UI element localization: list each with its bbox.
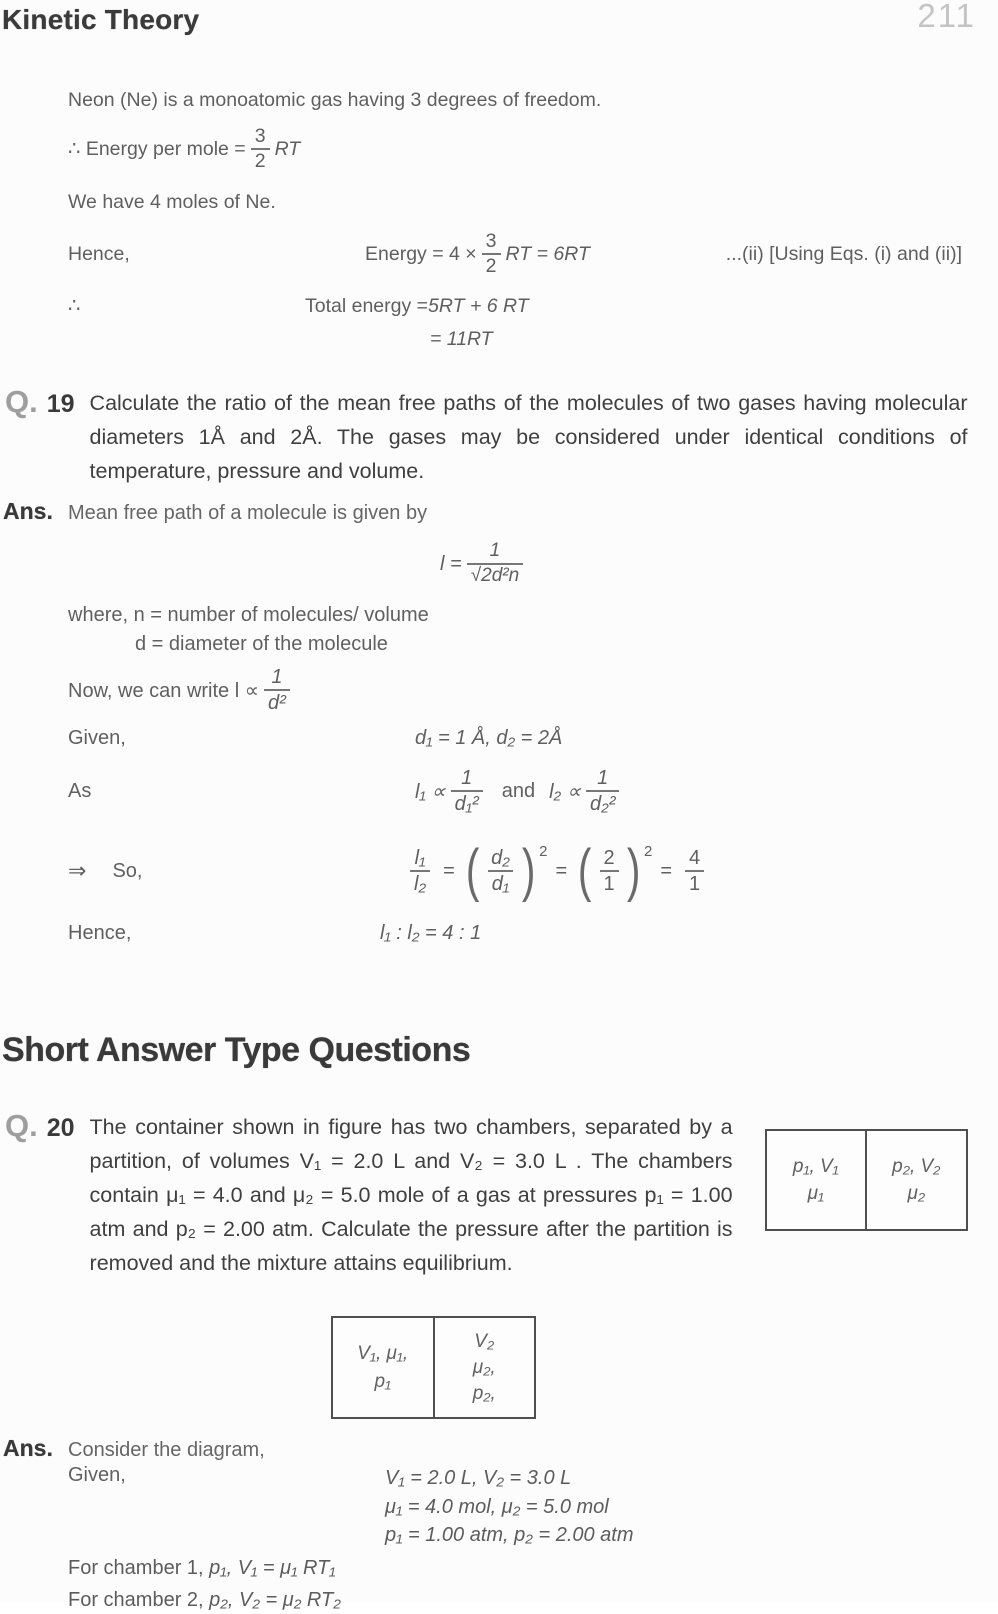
fraction-numerator: 2 bbox=[603, 847, 615, 869]
diameter-line: d = diameter of the molecule bbox=[135, 633, 388, 655]
fraction-three-halves bbox=[482, 230, 501, 279]
answer-label: Ans. bbox=[3, 498, 53, 524]
answer-19-intro: Mean free path of a molecule is given by bbox=[68, 502, 428, 524]
previous-answer-continuation bbox=[68, 86, 962, 354]
hence-row bbox=[68, 917, 980, 949]
one-over-d-squared bbox=[264, 665, 290, 715]
paren-d2-over-d1-squared bbox=[463, 838, 548, 904]
chamber-2-prefix: For chamber 2, bbox=[68, 1588, 210, 1611]
right-paren: ) bbox=[521, 838, 536, 904]
formula-lhs: l = bbox=[440, 552, 462, 575]
energy-per-mole-prefix: ∴ Energy per mole = bbox=[68, 138, 246, 160]
equals-sign: = bbox=[443, 859, 455, 882]
given-moles: μ₁ = 4.0 mol, μ₂ = 5.0 mol bbox=[385, 1495, 609, 1518]
question-label: Q. bbox=[5, 384, 38, 419]
implies-arrow-icon: ⇒ bbox=[68, 858, 87, 883]
fraction-denominator: d₁² bbox=[451, 790, 483, 816]
equals-sign: = bbox=[555, 859, 568, 882]
chamber-2-label-line: V₂ bbox=[474, 1330, 495, 1352]
page-number: 211 bbox=[917, 0, 976, 34]
hence-energy-row bbox=[68, 222, 962, 286]
l1-proportional: l₁ ∝ bbox=[415, 780, 446, 803]
question-19-section bbox=[0, 386, 980, 949]
sqrt-argument: 2 bbox=[481, 565, 492, 586]
mean-free-path-formula bbox=[68, 527, 980, 601]
fraction-denominator: 2 bbox=[482, 253, 501, 278]
so-label: So, bbox=[112, 859, 143, 882]
chamber-2-cell bbox=[435, 1318, 535, 1417]
intro-line: Neon (Ne) is a monoatomic gas having 3 degrees of freedom. bbox=[68, 89, 602, 111]
therefore-symbol: ∴ bbox=[68, 295, 81, 317]
chamber-2-equation bbox=[68, 1586, 980, 1614]
as-label: As bbox=[68, 779, 92, 802]
total-energy-row bbox=[68, 290, 962, 322]
fraction-numerator: 3 bbox=[254, 124, 266, 147]
chamber-1-label-line: μ₁ bbox=[807, 1183, 824, 1204]
fraction-numerator: 1 bbox=[489, 540, 501, 562]
fraction-numerator: l₁ bbox=[414, 847, 426, 869]
energy-per-mole-suffix: RT bbox=[274, 137, 301, 160]
page-header bbox=[0, 0, 980, 46]
one-over-d2-squared bbox=[586, 766, 619, 816]
chamber-2-label-line: p₂, V₂ bbox=[892, 1156, 941, 1177]
total-energy-math: 5RT + 6 RT bbox=[428, 294, 529, 317]
question-number: 20 bbox=[46, 1114, 75, 1142]
question-number: 19 bbox=[46, 390, 75, 418]
fraction-denominator: d² bbox=[264, 689, 290, 715]
two-over-one bbox=[600, 846, 619, 896]
chamber-2-cell bbox=[867, 1131, 966, 1229]
mean-free-path-fraction bbox=[467, 540, 523, 588]
chamber-1-label-line: V₁, μ₁, bbox=[357, 1342, 409, 1364]
equals-sign: = bbox=[660, 859, 673, 882]
chamber-1-prefix: For chamber 1, bbox=[68, 1556, 210, 1579]
energy-per-mole-row bbox=[68, 118, 962, 180]
proportionality-row bbox=[68, 661, 980, 719]
fraction-denominator: l₂ bbox=[410, 870, 430, 896]
proportionality-prefix: Now, we can write l ∝ bbox=[68, 679, 260, 702]
fraction-numerator: 1 bbox=[271, 666, 283, 688]
answer-20-head bbox=[3, 1435, 980, 1462]
answer-label: Ans. bbox=[3, 1435, 53, 1461]
given-pressures: p₁ = 1.00 atm, p₂ = 2.00 atm bbox=[385, 1524, 634, 1546]
fraction-three-halves bbox=[251, 125, 270, 174]
l1-over-l2 bbox=[410, 846, 430, 896]
energy-equation-suffix: RT = 6RT bbox=[505, 242, 590, 265]
question-19-text: Calculate the ratio of the mean free paths of the molecules of two gases having molecular diameters 1Å and 2Å. The gases may be considered under identical conditions of temperature, pressure and volume. bbox=[89, 391, 968, 483]
fraction-denominator: 1 bbox=[600, 870, 619, 896]
chamber-figure-inline bbox=[765, 1129, 968, 1231]
equation-reference: ...(ii) [Using Eqs. (i) and (ii)] bbox=[725, 242, 962, 265]
fraction-numerator: 1 bbox=[461, 767, 473, 789]
given-row bbox=[68, 723, 980, 753]
intro-line: We have 4 moles of Ne. bbox=[68, 191, 276, 213]
answer-20-intro: Consider the diagram, bbox=[68, 1439, 265, 1461]
one-over-d1-squared bbox=[451, 766, 483, 816]
sqrt-symbol: √ bbox=[470, 565, 482, 586]
chamber-2-math: p₂, V₂ = μ₂ RT₂ bbox=[209, 1588, 341, 1611]
answer-19-body bbox=[68, 527, 980, 949]
question-20-text bbox=[90, 1110, 968, 1280]
question-20-section bbox=[0, 1110, 980, 1614]
as-row bbox=[68, 755, 980, 827]
where-line: where, n = number of molecules/ volume bbox=[68, 604, 429, 626]
chamber-2-label-line: μ₂ bbox=[907, 1183, 926, 1204]
fraction-numerator: 4 bbox=[689, 847, 701, 869]
fraction-numerator: 3 bbox=[485, 229, 497, 252]
fraction-numerator: 1 bbox=[597, 767, 609, 789]
chamber-1-label-line: p₁, V₁ bbox=[792, 1156, 839, 1177]
given-volumes: V₁ = 2.0 L, V₂ = 3.0 L bbox=[385, 1467, 572, 1489]
four-over-one bbox=[685, 846, 704, 896]
given-label: Given, bbox=[68, 726, 126, 749]
given-block bbox=[68, 1464, 980, 1550]
given-values bbox=[385, 1464, 634, 1550]
fraction-denominator: d₂² bbox=[586, 790, 619, 816]
d2-over-d1 bbox=[487, 846, 514, 896]
left-paren: ( bbox=[465, 838, 480, 904]
right-paren: ) bbox=[626, 838, 641, 904]
chamber-1-cell bbox=[333, 1318, 435, 1417]
chamber-1-label-line: p₁ bbox=[374, 1370, 392, 1392]
fraction-denominator: 2 bbox=[251, 148, 270, 173]
question-20-body: The container shown in figure has two chambers, separated by a partition, of volumes V₁ = 2.0 L and V₂ = 3.0 L . The chambers contain μ₁ = 4.0 and μ₂ = 5.0 mole of a gas at pressures p₁ = 1.00 atm and p₂ = 2.00 atm. Calculate the pressure after the partition is removed and the mixture attains equilibrium. bbox=[89, 1115, 733, 1275]
chamber-2-label-line: p₂, bbox=[472, 1382, 496, 1404]
total-energy-result: = 11RT bbox=[430, 327, 493, 350]
denominator-rest: d²n bbox=[491, 565, 520, 586]
energy-equation-prefix: Energy = 4 × bbox=[365, 242, 477, 265]
answer-19-head bbox=[3, 498, 980, 525]
question-20-head bbox=[5, 1110, 980, 1280]
exponent: 2 bbox=[539, 843, 548, 861]
hence-label: Hence, bbox=[68, 242, 130, 265]
fraction-denominator: 1 bbox=[685, 870, 704, 896]
chamber-2-label-line: μ₂, bbox=[472, 1356, 496, 1378]
chapter-title: Kinetic Theory bbox=[2, 4, 200, 35]
paren-2-over-1-squared bbox=[575, 838, 653, 904]
chamber-1-equation bbox=[68, 1554, 980, 1582]
given-diameters: d₁ = 1 Å, d₂ = 2Å bbox=[415, 726, 563, 749]
fraction-denominator bbox=[467, 563, 523, 588]
total-energy-prefix: Total energy = bbox=[305, 294, 429, 317]
chamber-1-math: p₁, V₁ = μ₁ RT₁ bbox=[209, 1556, 336, 1579]
hence-label: Hence, bbox=[68, 921, 132, 944]
fraction-numerator: d₂ bbox=[491, 847, 510, 869]
question-label: Q. bbox=[5, 1108, 38, 1143]
exponent: 2 bbox=[643, 843, 653, 861]
so-row bbox=[68, 831, 980, 911]
question-19-head bbox=[5, 386, 980, 488]
fraction-denominator: d₁ bbox=[488, 870, 513, 896]
given-label: Given, bbox=[68, 1464, 126, 1486]
l2-proportional: l₂ ∝ bbox=[549, 780, 581, 803]
chamber-1-cell bbox=[767, 1131, 868, 1229]
section-heading: Short Answer Type Questions bbox=[2, 1031, 471, 1069]
ratio-result: l₁ : l₂ = 4 : 1 bbox=[380, 921, 482, 944]
left-paren: ( bbox=[578, 838, 592, 904]
implies-group bbox=[68, 858, 405, 884]
and-word: and bbox=[501, 779, 536, 802]
chamber-figure-main bbox=[331, 1316, 536, 1419]
